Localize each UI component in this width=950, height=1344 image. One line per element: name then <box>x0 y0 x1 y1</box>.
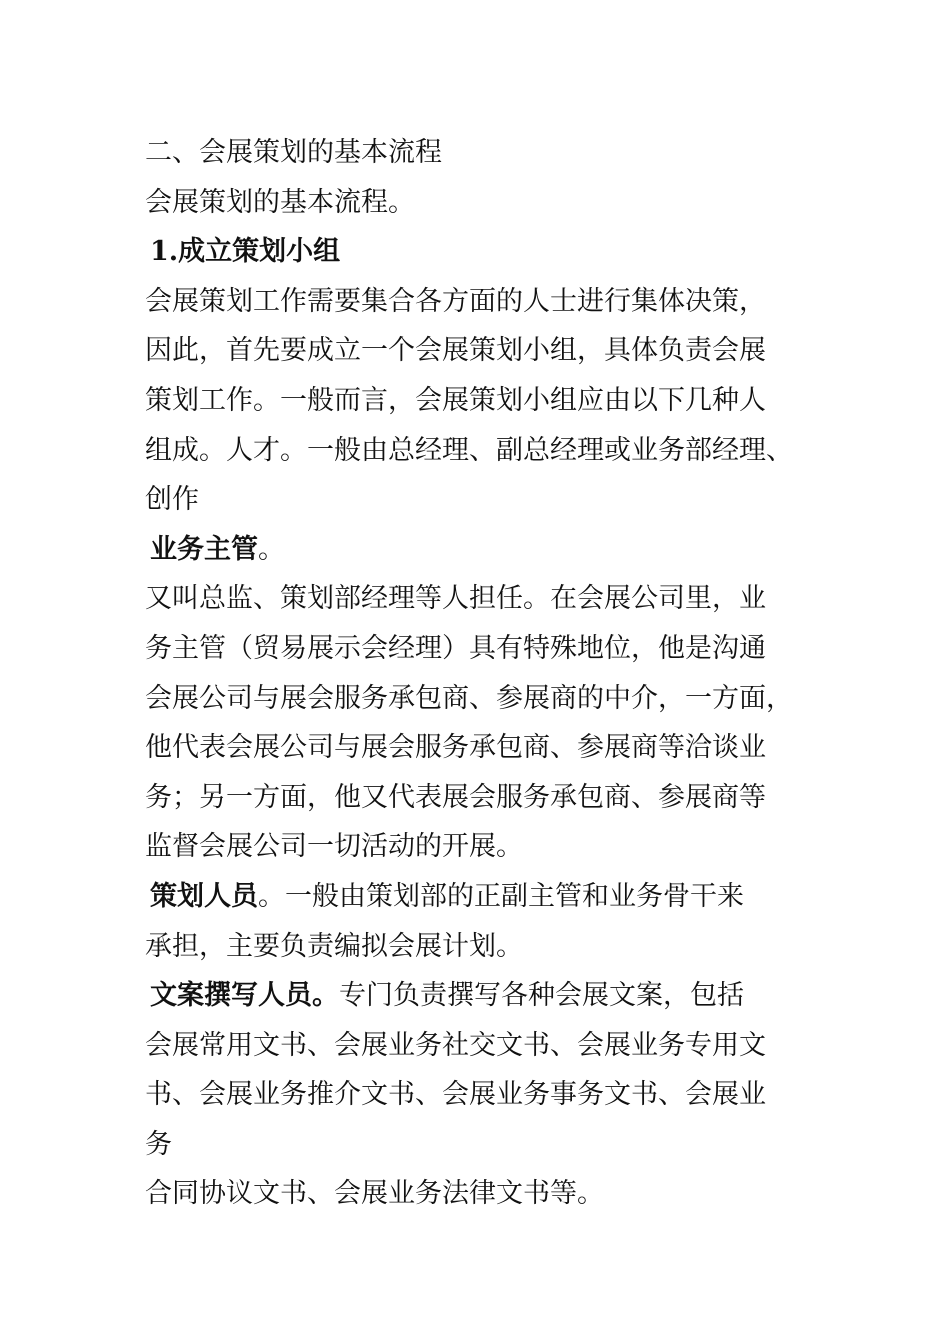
role-title: 业务主管 <box>150 533 258 565</box>
role-description: 专门负责撰写各种会展文案，包括 <box>339 980 744 1012</box>
paragraph-line: 策划工作。一般而言，会展策划小组应由以下几种人 <box>145 384 766 416</box>
document-body <box>145 128 845 1219</box>
paragraph-line: 会展策划工作需要集合各方面的人士进行集体决策， <box>145 285 766 317</box>
role-line <box>145 971 845 1021</box>
paragraph-line: 承担，主要负责编拟会展计划。 <box>145 930 523 962</box>
paragraph-line: 务；另一方面，他又代表展会服务承包商、参展商等 <box>145 781 766 813</box>
paragraph-line: 合同协议文书、会展业务法律文书等。 <box>145 1178 604 1210</box>
intro-line: 会展策划的基本流程。 <box>145 186 415 218</box>
step-title: 1.成立策划小组 <box>150 236 341 268</box>
paragraph-line: 又叫总监、策划部经理等人担任。在会展公司里，业 <box>145 583 766 615</box>
paragraph-line: 他代表会展公司与展会服务承包商、参展商等洽谈业 <box>145 732 766 764</box>
role-description: 。一般由策划部的正副主管和业务骨干来 <box>258 880 744 912</box>
paragraph-line: 会展常用文书、会展业务社交文书、会展业务专用文 <box>145 1029 766 1061</box>
role-title: 策划人员 <box>150 880 258 912</box>
paragraph-line: 监督会展公司一切活动的开展。 <box>145 831 523 863</box>
paragraph-line: 组成。人才。一般由总经理、副总经理或业务部经理、 <box>145 434 793 466</box>
paragraph-line: 会展公司与展会服务承包商、参展商的中介，一方面， <box>145 682 793 714</box>
paragraph-line: 创作 <box>145 484 199 516</box>
paragraph-line: 务主管（贸易展示会经理）具有特殊地位，他是沟通 <box>145 632 766 664</box>
role-title: 文案撰写人员。 <box>150 980 339 1012</box>
section-heading: 二、会展策划的基本流程 <box>145 137 442 168</box>
paragraph-line: 务 <box>145 1128 172 1160</box>
role-title-suffix: 。 <box>258 533 285 565</box>
role-line <box>145 872 845 922</box>
paragraph-line: 因此，首先要成立一个会展策划小组，具体负责会展 <box>145 335 766 367</box>
role-title-line <box>145 525 845 575</box>
paragraph-line: 书、会展业务推介文书、会展业务事务文书、会展业 <box>145 1079 766 1111</box>
